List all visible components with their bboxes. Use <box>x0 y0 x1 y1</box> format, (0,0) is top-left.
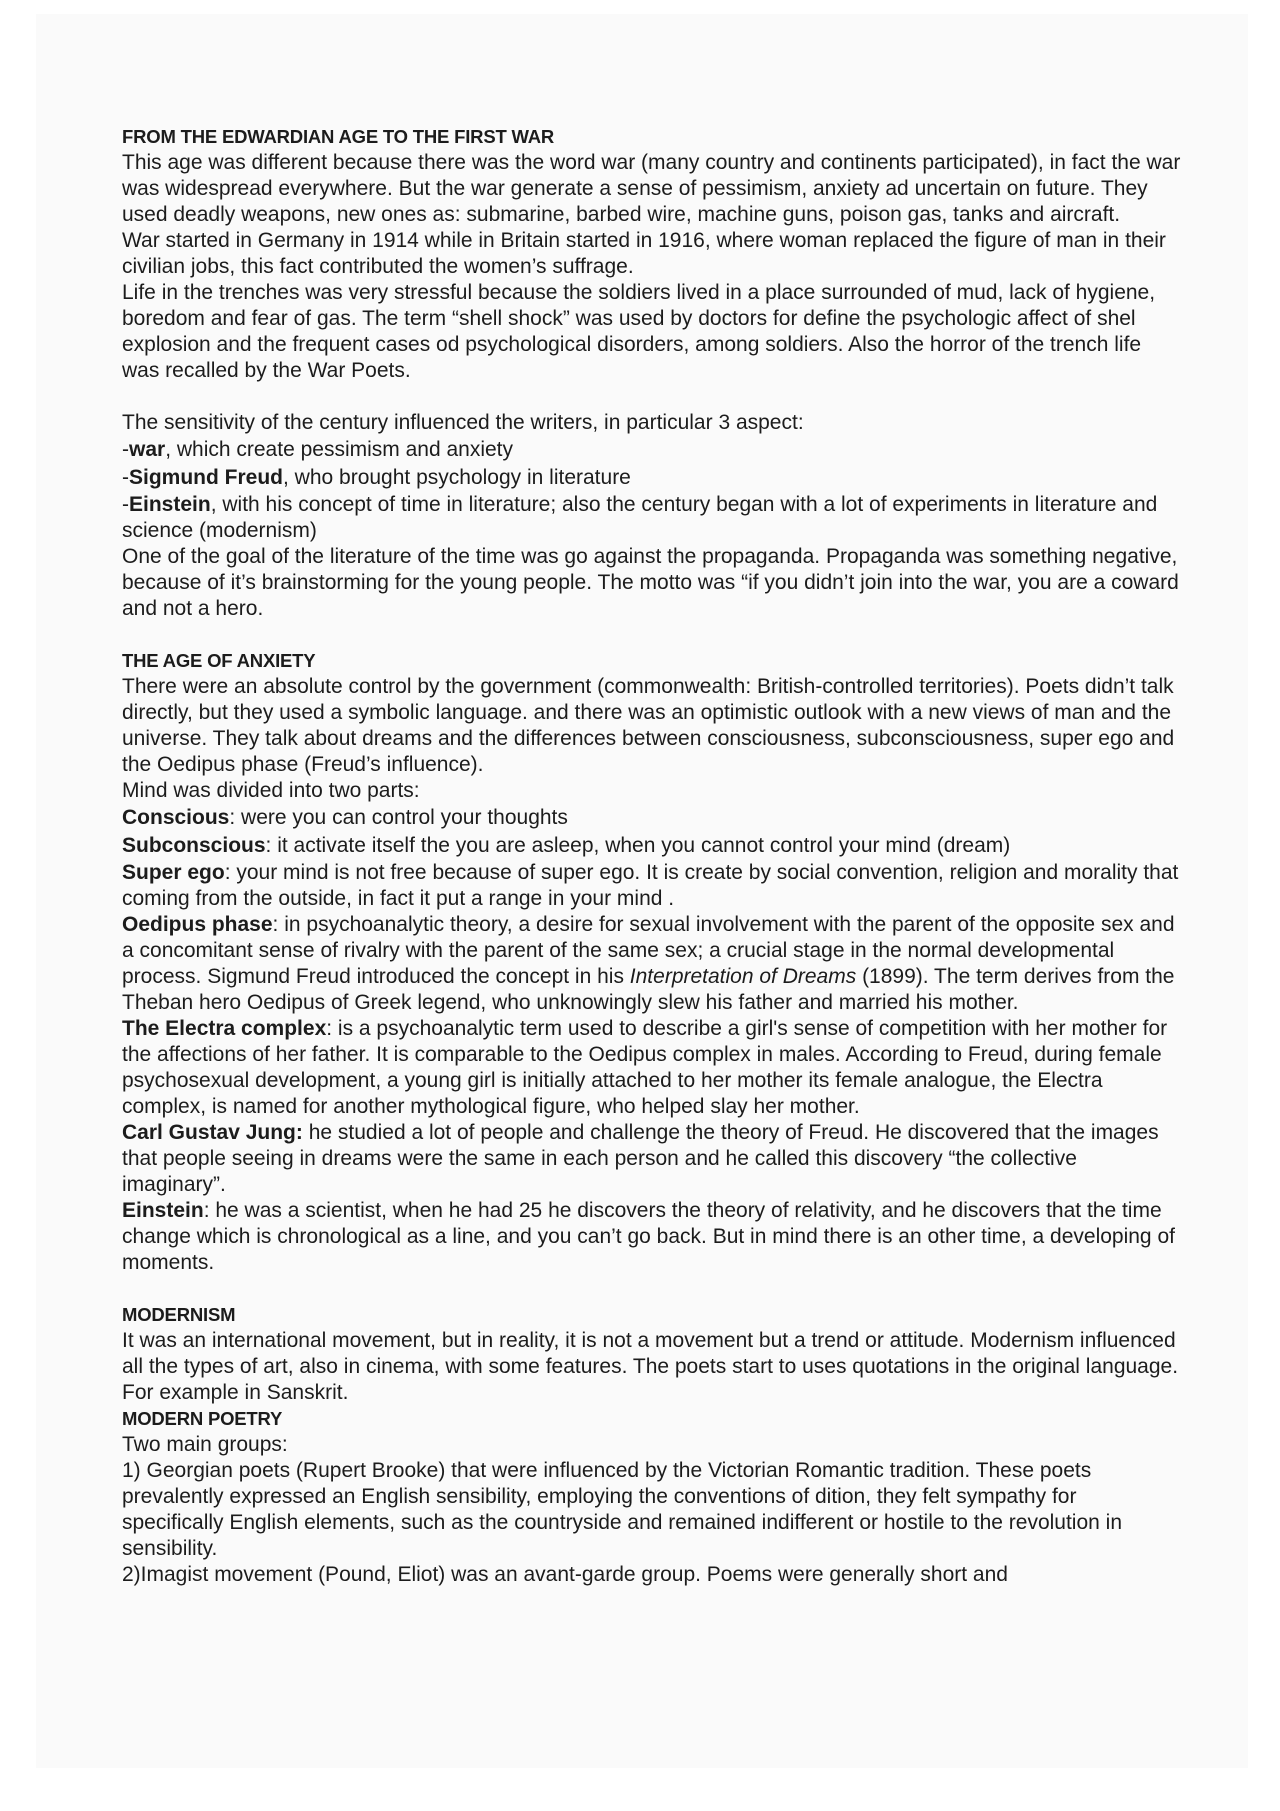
definition-electra <box>122 1016 1182 1120</box>
paragraph: This age was different because there was the word war (many country and continents participated), in fact the war was widespread everywhere. But the war generate a sense of pessimism, anxiety ad uncertain on future. They used deadly weapons, new ones as: submarine, barbed wire, machine guns, poison gas, tanks and aircraft. <box>122 151 1181 226</box>
spacer <box>122 622 1182 648</box>
paragraph: Life in the trenches was very stressful because the soldiers lived in a place surrounded of mud, lack of hygiene, boredom and fear of gas. The term “shell shock” was used by doctors for define the psychologic affect of shel explosion and the frequent cases od psychological disorders, among soldiers. Also the horror of the trench life was recalled by the War Poets. <box>122 281 1156 382</box>
aspect-term: Einstein <box>129 493 211 516</box>
paragraph: War started in Germany in 1914 while in Britain started in 1916, where woman replaced the figure of man in their civilian jobs, this fact contributed the women’s suffrage. <box>122 229 1166 278</box>
paragraph: There were an absolute control by the government (commonwealth: British-controlled territories). Poets didn’t talk directly, but they used a symbolic language. and there was an optimistic outlook with a new views of man and the universe. They talk about dreams and the differences between consciousness, subconsciousness, super ego and the Oedipus phase (Freud’s influence). <box>122 675 1175 776</box>
dash: - <box>122 493 129 516</box>
paragraph: Mind was divided into two parts: <box>122 779 420 802</box>
aspect-text: , who brought psychology in literature <box>283 466 631 489</box>
paragraph: Two main groups: <box>122 1433 288 1456</box>
spacer <box>122 1276 1182 1302</box>
definition-jung <box>122 1120 1182 1198</box>
section-heading-edwardian: FROM THE EDWARDIAN AGE TO THE FIRST WAR <box>122 126 555 147</box>
definition-term: Carl Gustav Jung: <box>122 1121 303 1144</box>
book-title: Interpretation of Dreams <box>629 965 857 988</box>
definition-term: The Electra complex <box>122 1017 327 1040</box>
aspect-item-einstein <box>122 492 1182 544</box>
definition-text: : he was a scientist, when he had 25 he discovers the theory of relativity, and he discovers that the time change which is chronological as a line, and you can’t go back. But in mind there is an other time, a developing of moments. <box>122 1199 1175 1274</box>
aspect-term: war <box>129 438 166 461</box>
section-heading-modernism: MODERNISM <box>122 1304 236 1325</box>
dash: - <box>122 466 129 489</box>
paragraph: 1) Georgian poets (Rupert Brooke) that were influenced by the Victorian Romantic tradition. These poets prevalently expressed an English sensibility, employing the conventions of dition, they felt sympathy for specifically English elements, such as the countryside and remained indifferent or hostile to the revolution in sensibility. <box>122 1459 1123 1560</box>
document-body <box>122 124 1182 1588</box>
definition-conscious <box>122 804 1182 832</box>
paragraph: One of the goal of the literature of the time was go against the propaganda. Propaganda was something negative, because of it’s brainstorming for the young people. The motto was “if you didn’t join into the war, you are a coward and not a hero. <box>122 545 1179 620</box>
definition-text: : were you can control your thoughts <box>229 806 568 829</box>
paragraph: It was an international movement, but in reality, it is not a movement but a trend or attitude. Modernism influenced all the types of art, also in cinema, with some features. The poets start to uses quotations in the original language. For example in Sanskrit. <box>122 1329 1179 1404</box>
paragraph: 2)Imagist movement (Pound, Eliot) was an avant-garde group. Poems were generally short and <box>122 1563 1008 1586</box>
definition-einstein <box>122 1198 1182 1276</box>
definition-text: : in psychoanalytic theory, a desire for sexual involvement with the parent of the opposite sex and a concomitant sense of rivalry with the parent of the same sex; a crucial stage in the normal developmental process. Sigmund Freud introduced the concept in his <box>122 913 1175 988</box>
aspect-item-freud <box>122 464 1182 492</box>
aspect-item-war <box>122 436 1182 464</box>
definition-text: : is a psychoanalytic term used to describe a girl's sense of competition with her mother for the affections of her father. It is comparable to the Oedipus complex in males. According to Freud, during female psychosexual development, a young girl is initially attached to her mother its female analogue, the Electra complex, is named for another mythological figure, who helped slay her mother. <box>122 1017 1168 1118</box>
aspect-text: , which create pessimism and anxiety <box>165 438 513 461</box>
section-heading-anxiety: THE AGE OF ANXIETY <box>122 650 316 671</box>
definition-term: Einstein <box>122 1199 204 1222</box>
dash: - <box>122 438 129 461</box>
section-heading-modern-poetry: MODERN POETRY <box>122 1408 283 1429</box>
definition-text: : your mind is not free because of super ego. It is create by social convention, religion and morality that coming from the outside, in fact it put a range in your mind . <box>122 861 1179 910</box>
definition-oedipus <box>122 912 1182 1016</box>
definition-term: Conscious <box>122 806 230 829</box>
definition-text: he studied a lot of people and challenge the theory of Freud. He discovered that the images that people seeing in dreams were the same in each person and he called this discovery “the collective imaginary”. <box>122 1121 1159 1196</box>
spacer <box>122 384 1182 410</box>
definition-subconscious <box>122 832 1182 860</box>
definition-term: Oedipus phase <box>122 913 273 936</box>
aspect-term: Sigmund Freud <box>129 466 283 489</box>
aspect-text: , with his concept of time in literature; also the century began with a lot of experiments in literature and science (modernism) <box>122 493 1158 542</box>
definition-text: : it activate itself the you are asleep, when you cannot control your mind (dream) <box>265 834 1011 857</box>
definition-term: Super ego <box>122 861 225 884</box>
definition-term: Subconscious <box>122 834 266 857</box>
definition-super-ego <box>122 860 1182 912</box>
paragraph: The sensitivity of the century influenced the writers, in particular 3 aspect: <box>122 411 804 434</box>
definition-text: (1899). The term derives from the Theban hero Oedipus of Greek legend, who unknowingly slew his father and married his mother. <box>122 965 1175 1014</box>
